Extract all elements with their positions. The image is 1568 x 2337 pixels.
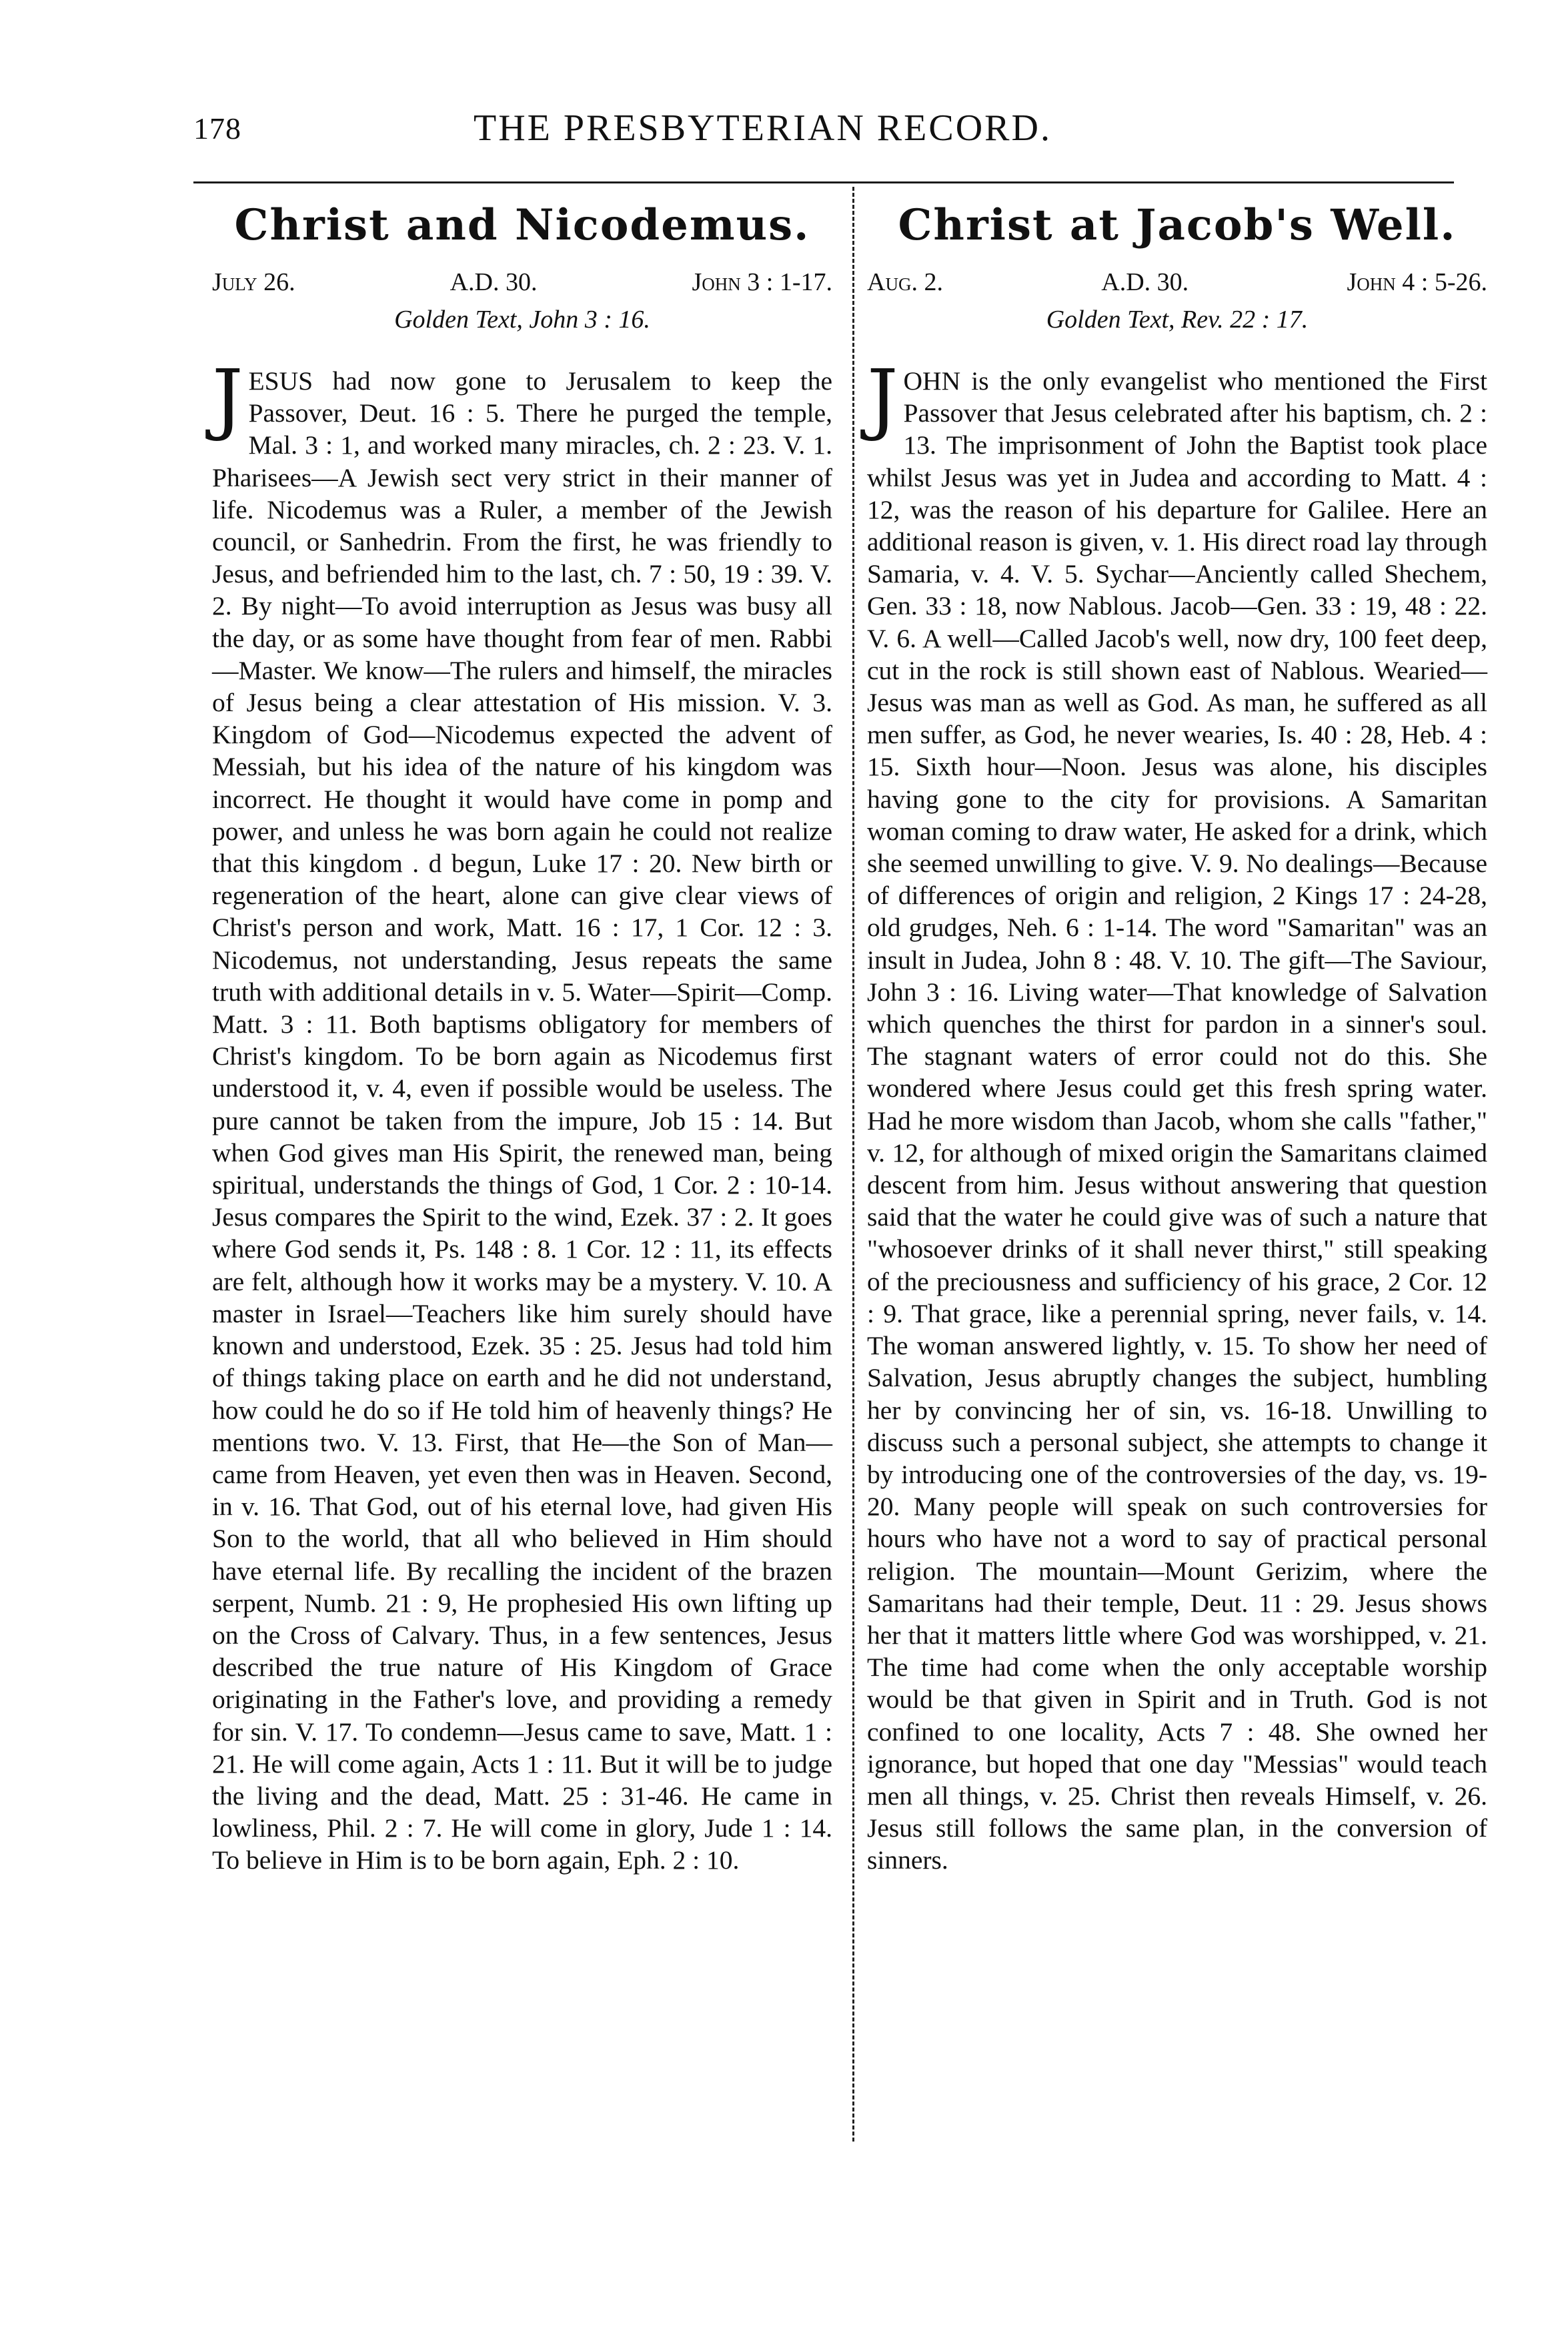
lesson-title: Christ and Nicodemus. (234, 200, 810, 250)
drop-cap: J (212, 354, 243, 444)
commentary-text: ESUS had now gone to Jerusalem to keep the Passover, Deut. 16 : 5. There he purged the temple, Mal. 3 : 1, and worked many miracles, ch. 2 : 23. V. 1. Pharisees—A Jewish sect very strict in their manner of life. Nicodemus was a Ruler, a member of the Jewish council, or Sanhedrin. From the first, he was friendly to Jesus, and befriended him to the last, ch. 7 : 50, 19 : 39. V. 2. By night—To avoid interruption as Jesus was busy all the day, or as some have thought from fear of men. Rabbi—Master. We know—The rulers and himself, the miracles of Jesus being a clear attestation of His mission. V. 3. Kingdom of God—Nicodemus expected the advent of Messiah, but his idea of the nature of his kingdom was incorrect. He thought it would have come in pomp and power, and unless he was born again he could not realize that this kingdom . d begun, Luke 17 : 20. New birth or regeneration of the heart, alone can give clear views of Christ's person and work, Matt. 16 : 17, 1 Cor. 12 : 3. Nicodemus, not understanding, Jesus repeats the same truth with additional details in v. 5. Water—Spirit—Comp. Matt. 3 : 11. Both baptisms obligatory for members of Christ's kingdom. To be born again as Nicodemus first understood it, v. 4, even if possible would be useless. The pure cannot be taken from the impure, Job 15 : 14. But when God gives man His Spirit, the renewed man, being spiritual, understands the things of God, 1 Cor. 2 : 10-14. Jesus compares the Spirit to the wind, Ezek. 37 : 2. It goes where God sends it, Ps. 148 : 8. 1 Cor. 12 : 11, its effects are felt, although how it works may be a mystery. V. 10. A master in Israel—Teachers like him surely should have known and understood, Ezek. 35 : 25. Jesus had told him of things taking place on earth and he did not understand, how could he do so if He told him of heavenly things? He mentions two. V. 13. First, that He—the Son of Man—came from Heaven, yet even then was in Heaven. Second, in v. 16. That God, out of his eternal love, had given His Son to the world, that all who believed in Him should have eternal life. By recalling the incident of the brazen serpent, Numb. 21 : 9, He prophesied His own lifting up on the Cross of Calvary. Thus, in a few sentences, Jesus described the true nature of His Kingdom of Grace originating in the Father's love, and providing a remedy for sin. V. 17. To condemn—Jesus came to save, Matt. 1 : 21. He will come again, Acts 1 : 11. But it will be to judge the living and the dead, Matt. 25 : 31-46. He came in lowliness, Phil. 2 : 7. He will come in glory, Jude 1 : 14. To believe in Him is to be born again, Eph. 2 : 10. (212, 366, 832, 1875)
header-rule (193, 181, 1454, 183)
lesson-column-right (867, 200, 1487, 1877)
scripture-reference: John 3 : 1-17. (692, 268, 832, 296)
lesson-commentary (212, 354, 832, 1877)
golden-text: Golden Text, John 3 : 16. (394, 306, 650, 334)
lesson-commentary (867, 354, 1487, 1877)
golden-text: Golden Text, Rev. 22 : 17. (1046, 306, 1309, 334)
journal-title: THE PRESBYTERIAN RECORD. (474, 107, 1052, 149)
lesson-year: A.D. 30. (450, 268, 538, 296)
lesson-title: Christ at Jacob's Well. (898, 200, 1457, 250)
lesson-date: Aug. 2. (867, 268, 943, 296)
commentary-text: OHN is the only evangelist who mentioned the First Passover that Jesus celebrated after his baptism, ch. 2 : 13. The imprisonment of John the Baptist took place whilst Jesus was yet in Judea and according to Matt. 4 : 12, was the reason of his departure for Galilee. Here an additional reason is given, v. 1. His direct road lay through Samaria, v. 4. V. 5. Sychar—Anciently called Shechem, Gen. 33 : 18, now Nablous. Jacob—Gen. 33 : 19, 48 : 22. V. 6. A well—Called Jacob's well, now dry, 100 feet deep, cut in the rock is still shown east of Nablous. Wearied—Jesus was man as well as God. As man, he suffered as all men suffer, as God, he never wearies, Is. 40 : 28, Heb. 4 : 15. Sixth hour—Noon. Jesus was alone, his disciples having gone to the city for provisions. A Samaritan woman coming to draw water, He asked for a drink, which she seemed unwilling to give. V. 9. No dealings—Because of differences of origin and religion, 2 Kings 17 : 24-28, old grudges, Neh. 6 : 1-14. The word "Samaritan" was an insult in Judea, John 8 : 48. V. 10. The gift—The Saviour, John 3 : 16. Living water—That knowledge of Salvation which quenches the thirst for pardon in a sinner's soul. The stagnant waters of error could not do this. She wondered where Jesus could get this fresh spring water. Had he more wisdom than Jacob, whom she calls "father," v. 12, for although of mixed origin the Samaritans claimed descent from him. Jesus without answering that question said that the water he could give was of such a nature that "whosoever drinks of it shall never thirst," still speaking of the preciousness and sufficiency of his grace, 2 Cor. 12 : 9. That grace, like a perennial spring, never fails, v. 14. The woman answered lightly, v. 15. To show her need of Salvation, Jesus abruptly changes the subject, humbling her by convincing her of sin, vs. 16-18. Unwilling to discuss such a personal subject, she attempts to change it by introducing one of the controversies of the day, vs. 19-20. Many people will speak on such controversies for hours who have not a word to say of practical personal religion. The mountain—Mount Gerizim, where the Samaritans had their temple, Deut. 11 : 29. Jesus shows her that it matters little where God was worshipped, v. 21. The time had come when the only acceptable worship would be that given in Spirit and in Truth. God is not confined to one locality, Acts 7 : 48. She owned her ignorance, but hoped that one day "Messias" would teach men all things, v. 25. Christ then reveals Himself, v. 26. Jesus still follows the same plan, in the conversion of sinners. (867, 366, 1487, 1875)
lesson-column-left (212, 200, 832, 1877)
lesson-meta (867, 268, 1487, 297)
lesson-date: July 26. (212, 268, 295, 296)
lesson-meta (212, 268, 832, 297)
lesson-year: A.D. 30. (1101, 268, 1189, 296)
page-number: 178 (193, 111, 241, 145)
scripture-reference: John 4 : 5-26. (1347, 268, 1487, 296)
drop-cap: J (867, 354, 898, 444)
column-divider (852, 187, 854, 2142)
running-head (193, 107, 1454, 160)
